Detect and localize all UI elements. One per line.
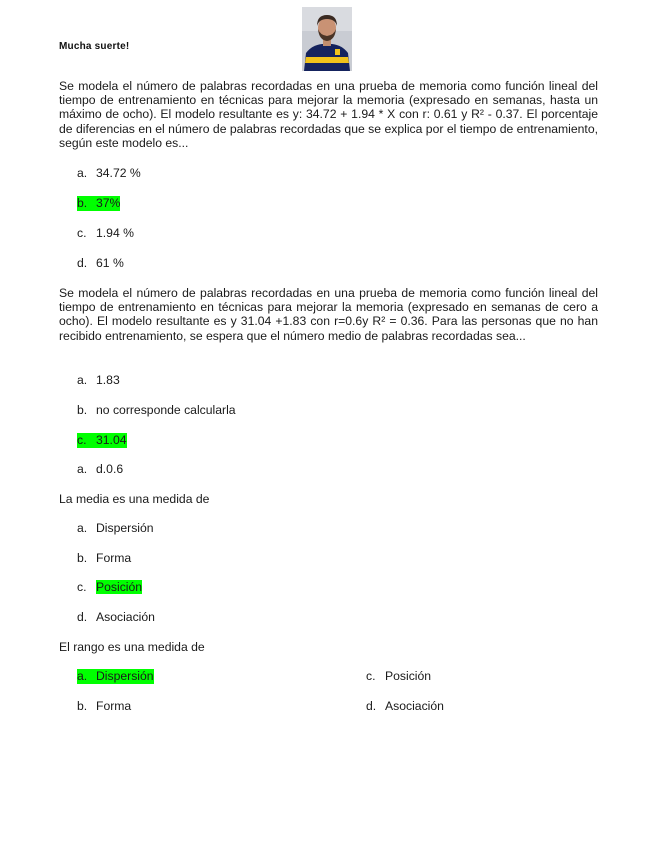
question-2-text: Se modela el número de palabras recordadas en una prueba de memoria como función lineal del tiempo de entrenamiento en técnicas para mejorar la memoria (expresado en semanas de cero a ocho). El modelo resultante es y 31.04 +1.83 con r=0.6y R² = 0.36. Para las personas que no han recibido entrenamiento, se espera que el número medio de palabras recordadas sea... [59, 286, 598, 343]
q4-option-b[interactable] [77, 699, 131, 714]
q1-option-d[interactable] [77, 256, 124, 271]
option-letter: a. [77, 669, 88, 683]
option-text: Forma [96, 551, 132, 565]
q3-option-b[interactable] [77, 551, 131, 566]
question-3-text: La media es una medida de [59, 492, 210, 506]
option-text: 1.94 % [96, 226, 134, 240]
option-letter: c. [77, 580, 87, 594]
option-letter: b. [77, 551, 88, 565]
option-text: Asociación [385, 699, 444, 713]
option-letter: a. [77, 521, 88, 535]
option-letter: d. [77, 256, 88, 270]
option-text: Dispersión [96, 669, 154, 683]
option-text: no corresponde calcularla [96, 403, 236, 417]
option-text: Asociación [96, 610, 155, 624]
q4-option-c[interactable] [366, 669, 431, 684]
option-letter: b. [77, 699, 88, 713]
option-text: d.0.6 [96, 462, 124, 476]
option-letter: a. [77, 462, 88, 476]
option-letter: d. [366, 699, 377, 713]
q2-option-d[interactable] [77, 462, 123, 477]
option-text: 31.04 [96, 433, 127, 447]
option-letter: c. [366, 669, 376, 683]
q1-option-c[interactable] [77, 226, 134, 241]
q2-option-b[interactable] [77, 403, 236, 418]
option-text: 1.83 [96, 373, 120, 387]
q3-option-c[interactable] [77, 580, 142, 595]
q1-option-a[interactable] [77, 166, 141, 181]
option-letter: b. [77, 196, 88, 210]
player-portrait-icon [302, 7, 352, 71]
q4-option-d[interactable] [366, 699, 444, 714]
option-text: 37% [96, 196, 121, 210]
option-letter: a. [77, 166, 88, 180]
q4-option-a-highlighted[interactable] [77, 669, 154, 684]
option-letter: c. [77, 226, 87, 240]
option-text: Dispersión [96, 521, 154, 535]
option-text: Forma [96, 699, 132, 713]
q2-option-c-highlighted[interactable] [77, 433, 127, 448]
option-letter: a. [77, 373, 88, 387]
option-letter: c. [77, 433, 87, 447]
header-note: Mucha suerte! [59, 41, 130, 52]
q3-option-d[interactable] [77, 610, 155, 625]
q3-option-a[interactable] [77, 521, 154, 536]
option-letter: d. [77, 610, 88, 624]
option-text: 61 % [96, 256, 124, 270]
question-4-text: El rango es una medida de [59, 640, 205, 654]
option-text: 34.72 % [96, 166, 141, 180]
q1-option-b-highlighted[interactable] [77, 196, 120, 211]
q2-option-a[interactable] [77, 373, 120, 388]
option-text: Posición [385, 669, 432, 683]
option-letter: b. [77, 403, 88, 417]
question-1-text: Se modela el número de palabras recordadas en una prueba de memoria como función lineal del tiempo de entrenamiento en técnicas para mejorar la memoria (expresado en semanas, hasta un máximo de ocho). El modelo resultante es y: 34.72 + 1.94 * X con r: 0.61 y R² - 0.37. El porcentaje de diferencias en el número de palabras recordadas que se explica por el tiempo de entrenamiento, según este modelo es... [59, 79, 598, 150]
option-text-highlighted: Posición [96, 580, 143, 594]
